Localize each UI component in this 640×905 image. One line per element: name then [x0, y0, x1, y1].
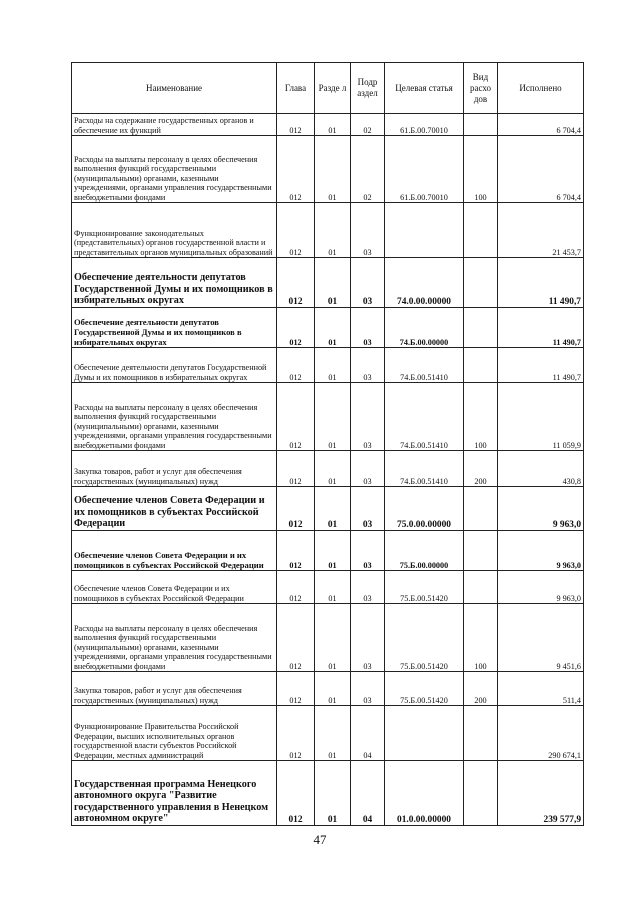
row-razdel: 01	[315, 531, 351, 571]
row-vid	[464, 706, 498, 761]
table-row	[72, 203, 584, 258]
table-row	[72, 604, 584, 672]
row-razdel: 01	[315, 761, 351, 826]
row-ispolneno: 9 963,0	[498, 531, 584, 571]
row-vid	[464, 114, 498, 136]
row-name: Функционирование Правительства Российской Федерации, высших исполнительных органов государственной власти субъектов Российской Федерации, местных администраций	[72, 706, 277, 761]
table-row	[72, 308, 584, 348]
row-ispolneno: 9 451,6	[498, 604, 584, 672]
row-podrazdel: 03	[351, 487, 385, 531]
row-razdel: 01	[315, 114, 351, 136]
row-statya: 61.Б.00.70010	[385, 114, 464, 136]
row-glava: 012	[277, 258, 315, 308]
header-ispolneno: Исполнено	[498, 63, 584, 114]
row-ispolneno: 11 490,7	[498, 348, 584, 383]
row-glava: 012	[277, 348, 315, 383]
header-razdel: Разде л	[315, 63, 351, 114]
row-ispolneno: 6 704,4	[498, 136, 584, 203]
row-podrazdel: 03	[351, 203, 385, 258]
row-vid	[464, 487, 498, 531]
row-vid: 100	[464, 383, 498, 451]
row-glava: 012	[277, 383, 315, 451]
row-statya: 74.Б.00.00000	[385, 308, 464, 348]
row-glava: 012	[277, 203, 315, 258]
table-row	[72, 706, 584, 761]
row-podrazdel: 02	[351, 114, 385, 136]
row-statya: 74.Б.00.51410	[385, 383, 464, 451]
row-ispolneno: 11 490,7	[498, 258, 584, 308]
header-glava: Глава	[277, 63, 315, 114]
row-name: Расходы на выплаты персоналу в целях обеспечения выполнения функций государственными (муниципальными) органами, казенными учреждениями, органами управления государственными внебюджетными фондами	[72, 604, 277, 672]
row-podrazdel: 03	[351, 258, 385, 308]
table-row	[72, 451, 584, 487]
row-statya: 74.Б.00.51410	[385, 451, 464, 487]
row-glava: 012	[277, 571, 315, 604]
row-ispolneno: 239 577,9	[498, 761, 584, 826]
row-ispolneno: 430,8	[498, 451, 584, 487]
row-vid	[464, 571, 498, 604]
table-row	[72, 571, 584, 604]
row-statya: 01.0.00.00000	[385, 761, 464, 826]
table-row	[72, 258, 584, 308]
table-row	[72, 114, 584, 136]
row-statya: 61.Б.00.70010	[385, 136, 464, 203]
row-name: Расходы на содержание государственных органов и обеспечение их функций	[72, 114, 277, 136]
header-statya: Целевая статья	[385, 63, 464, 114]
row-ispolneno: 290 674,1	[498, 706, 584, 761]
row-ispolneno: 511,4	[498, 672, 584, 706]
row-razdel: 01	[315, 258, 351, 308]
row-podrazdel: 03	[351, 451, 385, 487]
row-ispolneno: 21 453,7	[498, 203, 584, 258]
table-row	[72, 383, 584, 451]
row-name: Закупка товаров, работ и услуг для обеспечения государственных (муниципальных) нужд	[72, 672, 277, 706]
row-name: Расходы на выплаты персоналу в целях обеспечения выполнения функций государственными (муниципальными) органами, казенными учреждениями, органами управления государственными внебюджетными фондами	[72, 136, 277, 203]
row-vid: 100	[464, 604, 498, 672]
row-glava: 012	[277, 706, 315, 761]
row-vid	[464, 348, 498, 383]
row-name: Обеспечение членов Совета Федерации и их помощников в субъектах Российской Федерации	[72, 487, 277, 531]
budget-table	[71, 62, 584, 826]
row-glava: 012	[277, 136, 315, 203]
table-row	[72, 348, 584, 383]
row-name: Обеспечение членов Совета Федерации и их помощников в субъектах Российской Федерации	[72, 531, 277, 571]
table-header-row	[72, 63, 584, 114]
row-vid: 200	[464, 451, 498, 487]
row-vid	[464, 308, 498, 348]
row-podrazdel: 03	[351, 308, 385, 348]
row-glava: 012	[277, 761, 315, 826]
row-vid	[464, 258, 498, 308]
row-glava: 012	[277, 487, 315, 531]
row-ispolneno: 11 059,9	[498, 383, 584, 451]
row-glava: 012	[277, 114, 315, 136]
row-name: Государственная программа Ненецкого автономного округа "Развитие государственного управления в Ненецком автономном округе"	[72, 761, 277, 826]
row-ispolneno: 6 704,4	[498, 114, 584, 136]
row-name: Обеспечение деятельности депутатов Государственной Думы и их помощников в избирательных округах	[72, 308, 277, 348]
row-vid: 100	[464, 136, 498, 203]
row-statya: 75.Б.00.51420	[385, 571, 464, 604]
row-statya	[385, 203, 464, 258]
table-row	[72, 761, 584, 826]
row-glava: 012	[277, 451, 315, 487]
header-name: Наименование	[72, 63, 277, 114]
row-podrazdel: 03	[351, 383, 385, 451]
row-razdel: 01	[315, 383, 351, 451]
row-razdel: 01	[315, 348, 351, 383]
row-glava: 012	[277, 308, 315, 348]
row-razdel: 01	[315, 672, 351, 706]
row-podrazdel: 03	[351, 604, 385, 672]
row-vid	[464, 531, 498, 571]
row-vid	[464, 761, 498, 826]
row-podrazdel: 03	[351, 672, 385, 706]
row-statya: 74.0.00.00000	[385, 258, 464, 308]
row-glava: 012	[277, 672, 315, 706]
row-name: Закупка товаров, работ и услуг для обеспечения государственных (муниципальных) нужд	[72, 451, 277, 487]
row-vid: 200	[464, 672, 498, 706]
row-name: Функционирование законодательных (представительных) органов государственной власти и представительных органов муниципальных образований	[72, 203, 277, 258]
row-glava: 012	[277, 531, 315, 571]
row-podrazdel: 04	[351, 761, 385, 826]
row-razdel: 01	[315, 203, 351, 258]
table-row	[72, 136, 584, 203]
row-podrazdel: 02	[351, 136, 385, 203]
table-body	[72, 114, 584, 826]
row-name: Обеспечение деятельности депутатов Государственной Думы и их помощников в избирательных округах	[72, 258, 277, 308]
row-name: Обеспечение деятельности депутатов Государственной Думы и их помощников в избирательных округах	[72, 348, 277, 383]
row-statya: 75.Б.00.51420	[385, 604, 464, 672]
row-podrazdel: 03	[351, 348, 385, 383]
row-statya: 74.Б.00.51410	[385, 348, 464, 383]
row-ispolneno: 9 963,0	[498, 571, 584, 604]
row-glava: 012	[277, 604, 315, 672]
row-statya: 75.0.00.00000	[385, 487, 464, 531]
row-ispolneno: 11 490,7	[498, 308, 584, 348]
row-razdel: 01	[315, 451, 351, 487]
row-razdel: 01	[315, 308, 351, 348]
table-row	[72, 672, 584, 706]
row-razdel: 01	[315, 604, 351, 672]
table-row	[72, 531, 584, 571]
row-name: Обеспечение членов Совета Федерации и их помощников в субъектах Российской Федерации	[72, 571, 277, 604]
page-number: 47	[313, 832, 327, 847]
row-razdel: 01	[315, 706, 351, 761]
row-statya: 75.Б.00.00000	[385, 531, 464, 571]
table-row	[72, 487, 584, 531]
row-statya: 75.Б.00.51420	[385, 672, 464, 706]
row-razdel: 01	[315, 136, 351, 203]
row-podrazdel: 04	[351, 706, 385, 761]
row-name: Расходы на выплаты персоналу в целях обеспечения выполнения функций государственными (муниципальными) органами, казенными учреждениями, органами управления государственными внебюджетными фондами	[72, 383, 277, 451]
row-podrazdel: 03	[351, 571, 385, 604]
row-podrazdel: 03	[351, 531, 385, 571]
row-ispolneno: 9 963,0	[498, 487, 584, 531]
header-vid: Вид расхо дов	[464, 63, 498, 114]
row-statya	[385, 706, 464, 761]
row-razdel: 01	[315, 487, 351, 531]
row-vid	[464, 203, 498, 258]
header-podrazdel: Подр аздел	[351, 63, 385, 114]
row-razdel: 01	[315, 571, 351, 604]
